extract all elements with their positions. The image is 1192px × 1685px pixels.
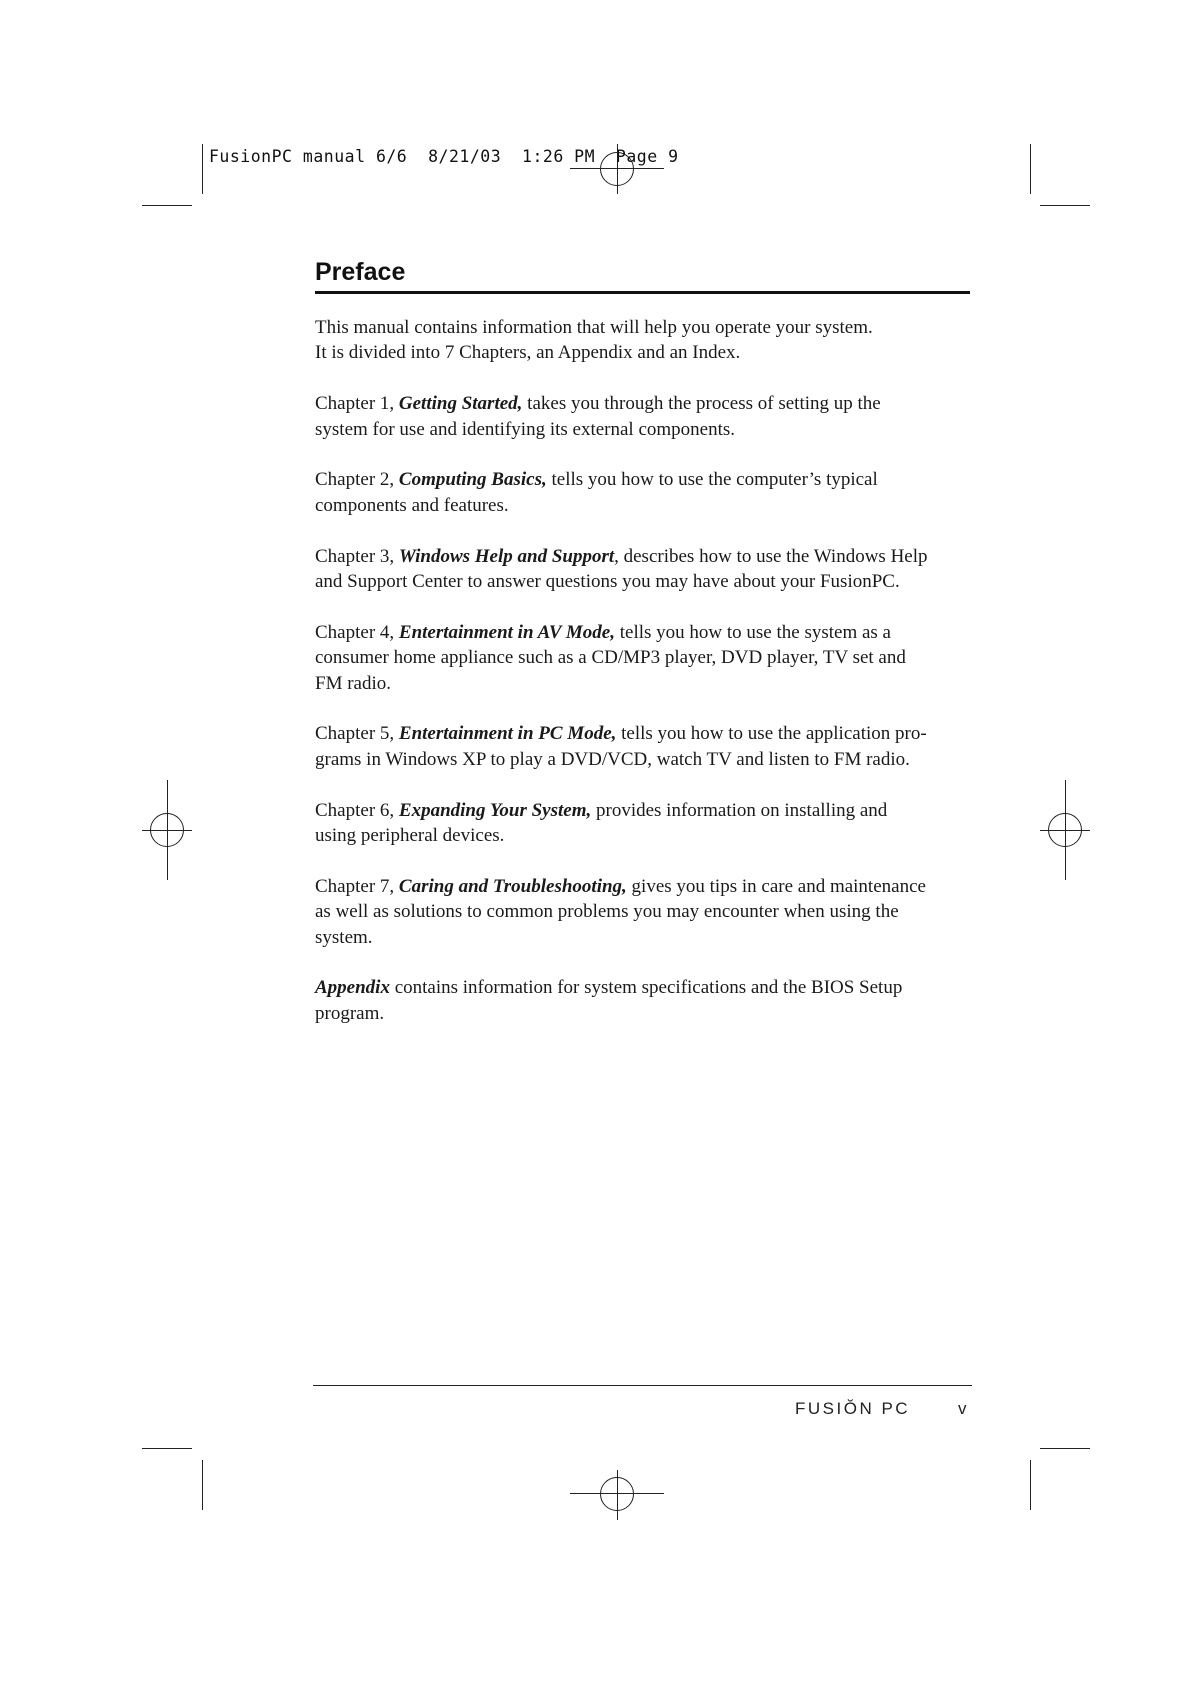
chapter-4-paragraph [315,620,975,696]
footer-rule [313,1385,972,1386]
intro-paragraph [315,315,975,366]
chapter-3-paragraph [315,544,975,595]
chapter-7-paragraph [315,874,975,950]
preface-body [315,315,975,1052]
chapter-4-prefix: Chapter 4, [315,621,399,643]
crop-mark-top-right-v [1030,144,1031,194]
chapter-3-text: , describes how to use the Windows Help [614,545,928,567]
crop-mark-top-left-v [202,144,203,194]
chapter-3-prefix: Chapter 3, [315,545,399,567]
crop-mark-bottom-left-v [202,1460,203,1510]
appendix-paragraph [315,975,975,1026]
chapter-6-title: Expanding Your System, [398,799,592,821]
title-underline [315,291,970,294]
chapter-1-prefix: Chapter 1, [315,393,399,415]
chapter-2-title: Computing Basics, [398,469,547,491]
chapter-1-paragraph [315,391,975,442]
chapter-5-text: grams in Windows XP to play a DVD/VCD, watch TV and listen to FM radio. [315,748,910,770]
crop-mark-bottom-right-v [1030,1460,1031,1510]
appendix-text: program. [315,1002,385,1024]
chapter-1-title: Getting Started, [398,393,523,415]
chapter-4-text: FM radio. [315,672,391,694]
crop-mark-top-left-h [142,205,192,206]
chapter-1-text: system for use and identifying its external components. [315,418,736,440]
chapter-6-prefix: Chapter 6, [315,799,399,821]
chapter-6-text: using peripheral devices. [315,825,505,847]
chapter-6-paragraph [315,798,975,849]
chapter-6-text: provides information on installing and [591,799,888,821]
chapter-5-paragraph [315,721,975,772]
page-number: v [958,1399,967,1418]
chapter-7-prefix: Chapter 7, [315,875,399,897]
chapter-4-text: consumer home appliance such as a CD/MP3 player, DVD player, TV set and [315,647,906,669]
appendix-text: contains information for system specifications and the BIOS Setup [389,977,903,999]
chapter-2-prefix: Chapter 2, [315,469,399,491]
chapter-5-title: Entertainment in PC Mode, [398,723,617,745]
chapter-7-text: gives you tips in care and maintenance [626,875,926,897]
chapter-5-prefix: Chapter 5, [315,723,399,745]
chapter-1-text: takes you through the process of setting up the [522,393,881,415]
chapter-7-title: Caring and Troubleshooting, [398,875,627,897]
chapter-2-text: components and features. [315,494,509,516]
chapter-4-title: Entertainment in AV Mode, [398,621,615,643]
chapter-7-text: as well as solutions to common problems you may encounter when using the [315,901,899,923]
chapter-3-text: and Support Center to answer questions you may have about your FusionPC. [315,571,900,593]
crop-mark-top-right-h [1040,205,1090,206]
chapter-3-title: Windows Help and Support [398,545,615,567]
chapter-2-paragraph [315,467,975,518]
page-title: Preface [315,258,406,286]
chapter-5-text: tells you how to use the application pro- [616,723,927,745]
chapter-4-text: tells you how to use the system as a [615,621,891,643]
print-slug: FusionPC manual 6/6 8/21/03 1:26 PM Page 9 [209,147,679,166]
crop-mark-bottom-left-h [142,1448,192,1449]
appendix-title: Appendix [315,977,390,999]
crop-mark-bottom-right-h [1040,1448,1090,1449]
brand-logo: FUSIŎN PC [795,1399,911,1418]
chapter-7-text: system. [315,926,373,948]
intro-line: It is divided into 7 Chapters, an Appendix and an Index. [315,342,741,364]
intro-line: This manual contains information that will help you operate your system. [315,317,873,338]
chapter-2-text: tells you how to use the computer’s typical [546,469,878,491]
